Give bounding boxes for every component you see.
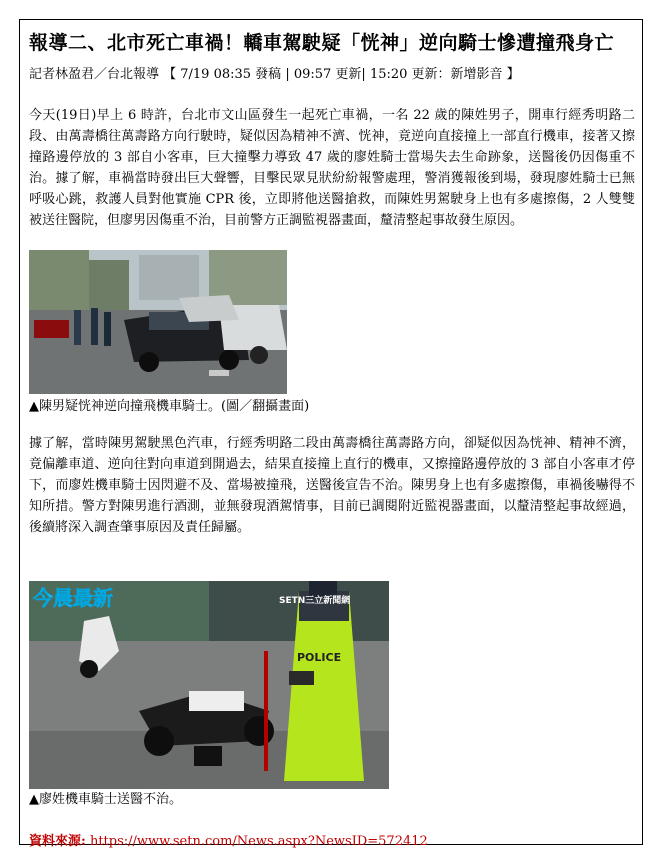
source-link[interactable]: https://www.setn.com/News.aspx?NewsID=572412 — [89, 834, 428, 849]
police-vest-text: POLICE — [297, 651, 342, 664]
source-label: 資料來源: — [29, 834, 86, 849]
byline: 記者林盈君／台北報導 【 7/19 08:35 發稿 | 09:57 更新| 15:20 更新：新增影音 】 — [29, 67, 520, 82]
crash-scene-illustration — [29, 250, 287, 394]
photo-2-caption: ▲廖姓機車騎士送醫不治。 — [29, 792, 182, 807]
paragraph-2: 據了解，當時陳男駕駛黑色汽車，行經秀明路二段由萬壽橋往萬壽路方向，卻疑似因為恍神、精神不濟，竟偏離車道、逆向往對向車道到開過去，結果直接撞上直行的機車，又擦撞路邊停放的 3 部自小客車才停下，而廖姓機車騎士因閃避不及、當場被撞飛，送醫後宣告不治。陳男身上也有多處擦傷，車禍後嚇得不知所措。警方對陳男進行酒測，並無發現酒駕情事，目前已調閱附近監視器畫面，以釐清整起事故經過，後續將深入調查肇事原因及責任歸屬。 — [29, 436, 635, 535]
news-logo-text: 今晨最新 — [33, 586, 113, 610]
article-frame — [19, 19, 643, 849]
channel-watermark: SETN三立新聞網 — [279, 596, 351, 606]
photo-1-caption: ▲陳男疑恍神逆向撞飛機車騎士。(圖／翻攝畫面) — [29, 399, 310, 414]
fallen-scooter-photo — [29, 581, 389, 789]
paragraph-1: 今天(19日)早上 6 時許，台北市文山區發生一起死亡車禍，一名 22 歲的陳姓男子，開車行經秀明路二段、由萬壽橋往萬壽路方向行駛時，疑似因為精神不濟、恍神，竟逆向直接撞上一部直行機車，接著又擦撞路邊停放的 3 部自小客車，巨大撞擊力導致 47 歲的廖姓騎士當場失去生命跡象，送醫後仍因傷重不治。據了解，車禍當時發出巨大聲響，目擊民眾見狀紛紛報警處理，警消獲報後到場，發現廖姓騎士已無呼吸心跳，救護人員對他實施 CPR 後，立即將他送醫搶救，而陳姓男駕駛身上也有多處擦傷，2 人雙雙被送往醫院，但廖男因傷重不治，目前警方正調監視器畫面，釐清整起事故發生原因。 — [29, 108, 635, 228]
headline: 報導二、北市死亡車禍！轎車駕駛疑「恍神」逆向騎士慘遭撞飛身亡 — [29, 32, 615, 54]
scooter-scene-illustration — [29, 581, 389, 789]
crash-scene-photo — [29, 250, 287, 394]
source-line — [29, 830, 428, 849]
